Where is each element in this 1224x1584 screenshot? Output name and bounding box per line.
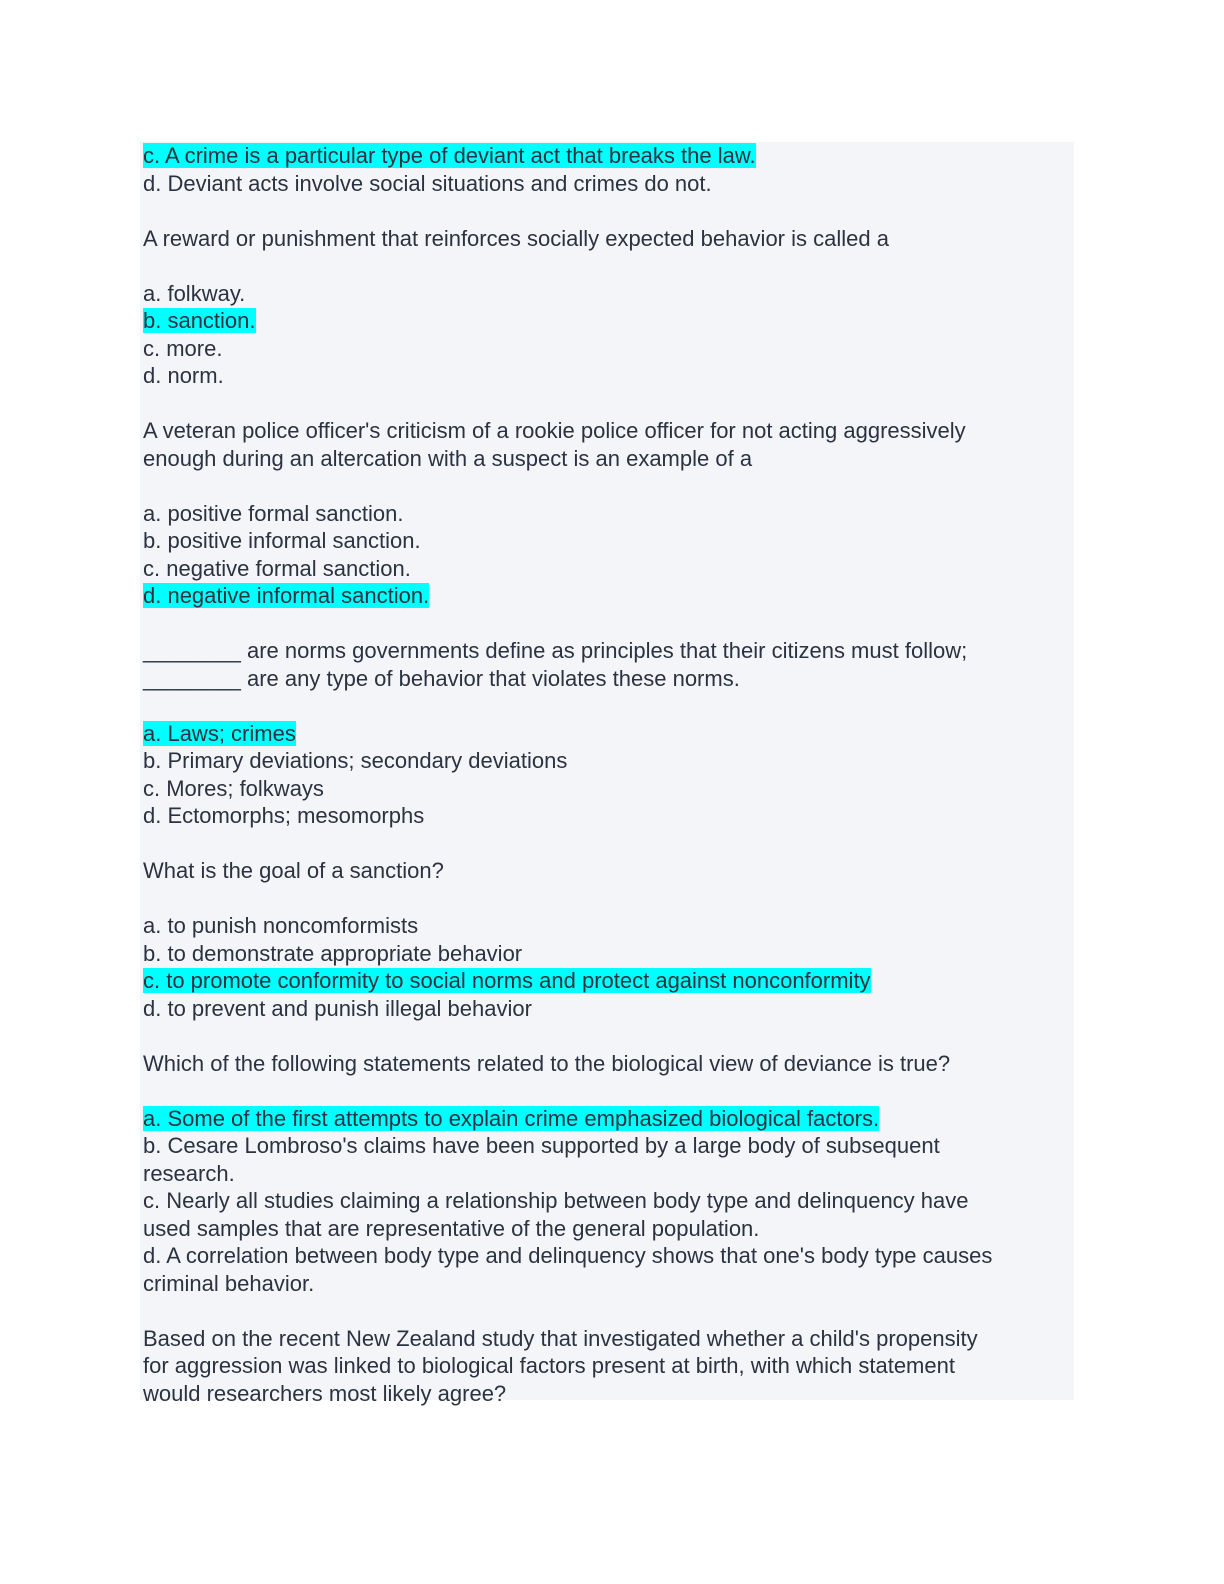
question-stem: A veteran police officer's criticism of a rookie police officer for not acting aggressively [143, 418, 966, 443]
answer-line: d. A correlation between body type and delinquency shows that one's body type causes [143, 1243, 993, 1268]
spacer [143, 885, 1068, 913]
question-stem: What is the goal of a sanction? [143, 858, 444, 883]
question-stem: ________ are norms governments define as principles that their citizens must follow; [143, 638, 968, 663]
quiz-text [143, 142, 1068, 1407]
question-stem: for aggression was linked to biological factors present at birth, with which statement [143, 1353, 955, 1378]
spacer [143, 692, 1068, 720]
highlighted-correct-answer: d. negative informal sanction. [143, 583, 430, 608]
answer-line: used samples that are representative of the general population. [143, 1215, 760, 1241]
answer-line [143, 582, 1068, 610]
answer-line: c. negative formal sanction. [143, 555, 411, 581]
answer-line: d. to prevent and punish illegal behavior [143, 995, 532, 1021]
spacer [143, 197, 1068, 225]
question-stem: enough during an altercation with a suspect is an example of a [143, 445, 753, 471]
answer-line: b. Primary deviations; secondary deviations [143, 748, 568, 773]
answer-line: b. to demonstrate appropriate behavior [143, 940, 523, 966]
highlighted-correct-answer: a. Laws; crimes [143, 720, 296, 746]
question-stem: Based on the recent New Zealand study that investigated whether a child's propensity [143, 1325, 978, 1351]
answer-line: a. folkway. [143, 280, 246, 306]
spacer [143, 1022, 1068, 1050]
highlighted-correct-answer: c. to promote conformity to social norms and protect against nonconformity [143, 968, 871, 993]
answer-line: c. Mores; folkways [143, 775, 324, 801]
answer-line: b. positive informal sanction. [143, 528, 421, 553]
spacer [143, 390, 1068, 418]
question-stem: ________ are any type of behavior that violates these norms. [143, 665, 740, 691]
spacer [143, 252, 1068, 280]
answer-line: research. [143, 1160, 235, 1186]
spacer [143, 830, 1068, 858]
answer-line [143, 720, 1068, 748]
spacer [143, 1297, 1068, 1325]
answer-line [143, 142, 1068, 170]
answer-line [143, 967, 1068, 995]
highlighted-correct-answer: b. sanction. [143, 308, 256, 333]
answer-line [143, 1105, 1068, 1133]
highlighted-correct-answer: a. Some of the first attempts to explain crime emphasized biological factors. [143, 1105, 880, 1131]
question-stem: would researchers most likely agree? [143, 1380, 507, 1406]
spacer [143, 472, 1068, 500]
answer-line: d. norm. [143, 363, 224, 388]
answer-line: d. Ectomorphs; mesomorphs [143, 803, 425, 828]
answer-line [143, 307, 1068, 335]
highlighted-correct-answer: c. A crime is a particular type of deviant act that breaks the law. [143, 143, 756, 168]
answer-line: criminal behavior. [143, 1270, 315, 1296]
answer-line: b. Cesare Lombroso's claims have been supported by a large body of subsequent [143, 1133, 940, 1158]
spacer [143, 610, 1068, 638]
spacer [143, 1077, 1068, 1105]
question-stem: Which of the following statements related to the biological view of deviance is true? [143, 1050, 951, 1076]
answer-line: a. positive formal sanction. [143, 500, 404, 526]
answer-line: a. to punish noncomformists [143, 913, 419, 938]
answer-line: c. Nearly all studies claiming a relationship between body type and delinquency have [143, 1188, 969, 1213]
answer-line: c. more. [143, 335, 223, 361]
answer-line: d. Deviant acts involve social situations and crimes do not. [143, 170, 712, 196]
question-stem: A reward or punishment that reinforces socially expected behavior is called a [143, 225, 889, 251]
